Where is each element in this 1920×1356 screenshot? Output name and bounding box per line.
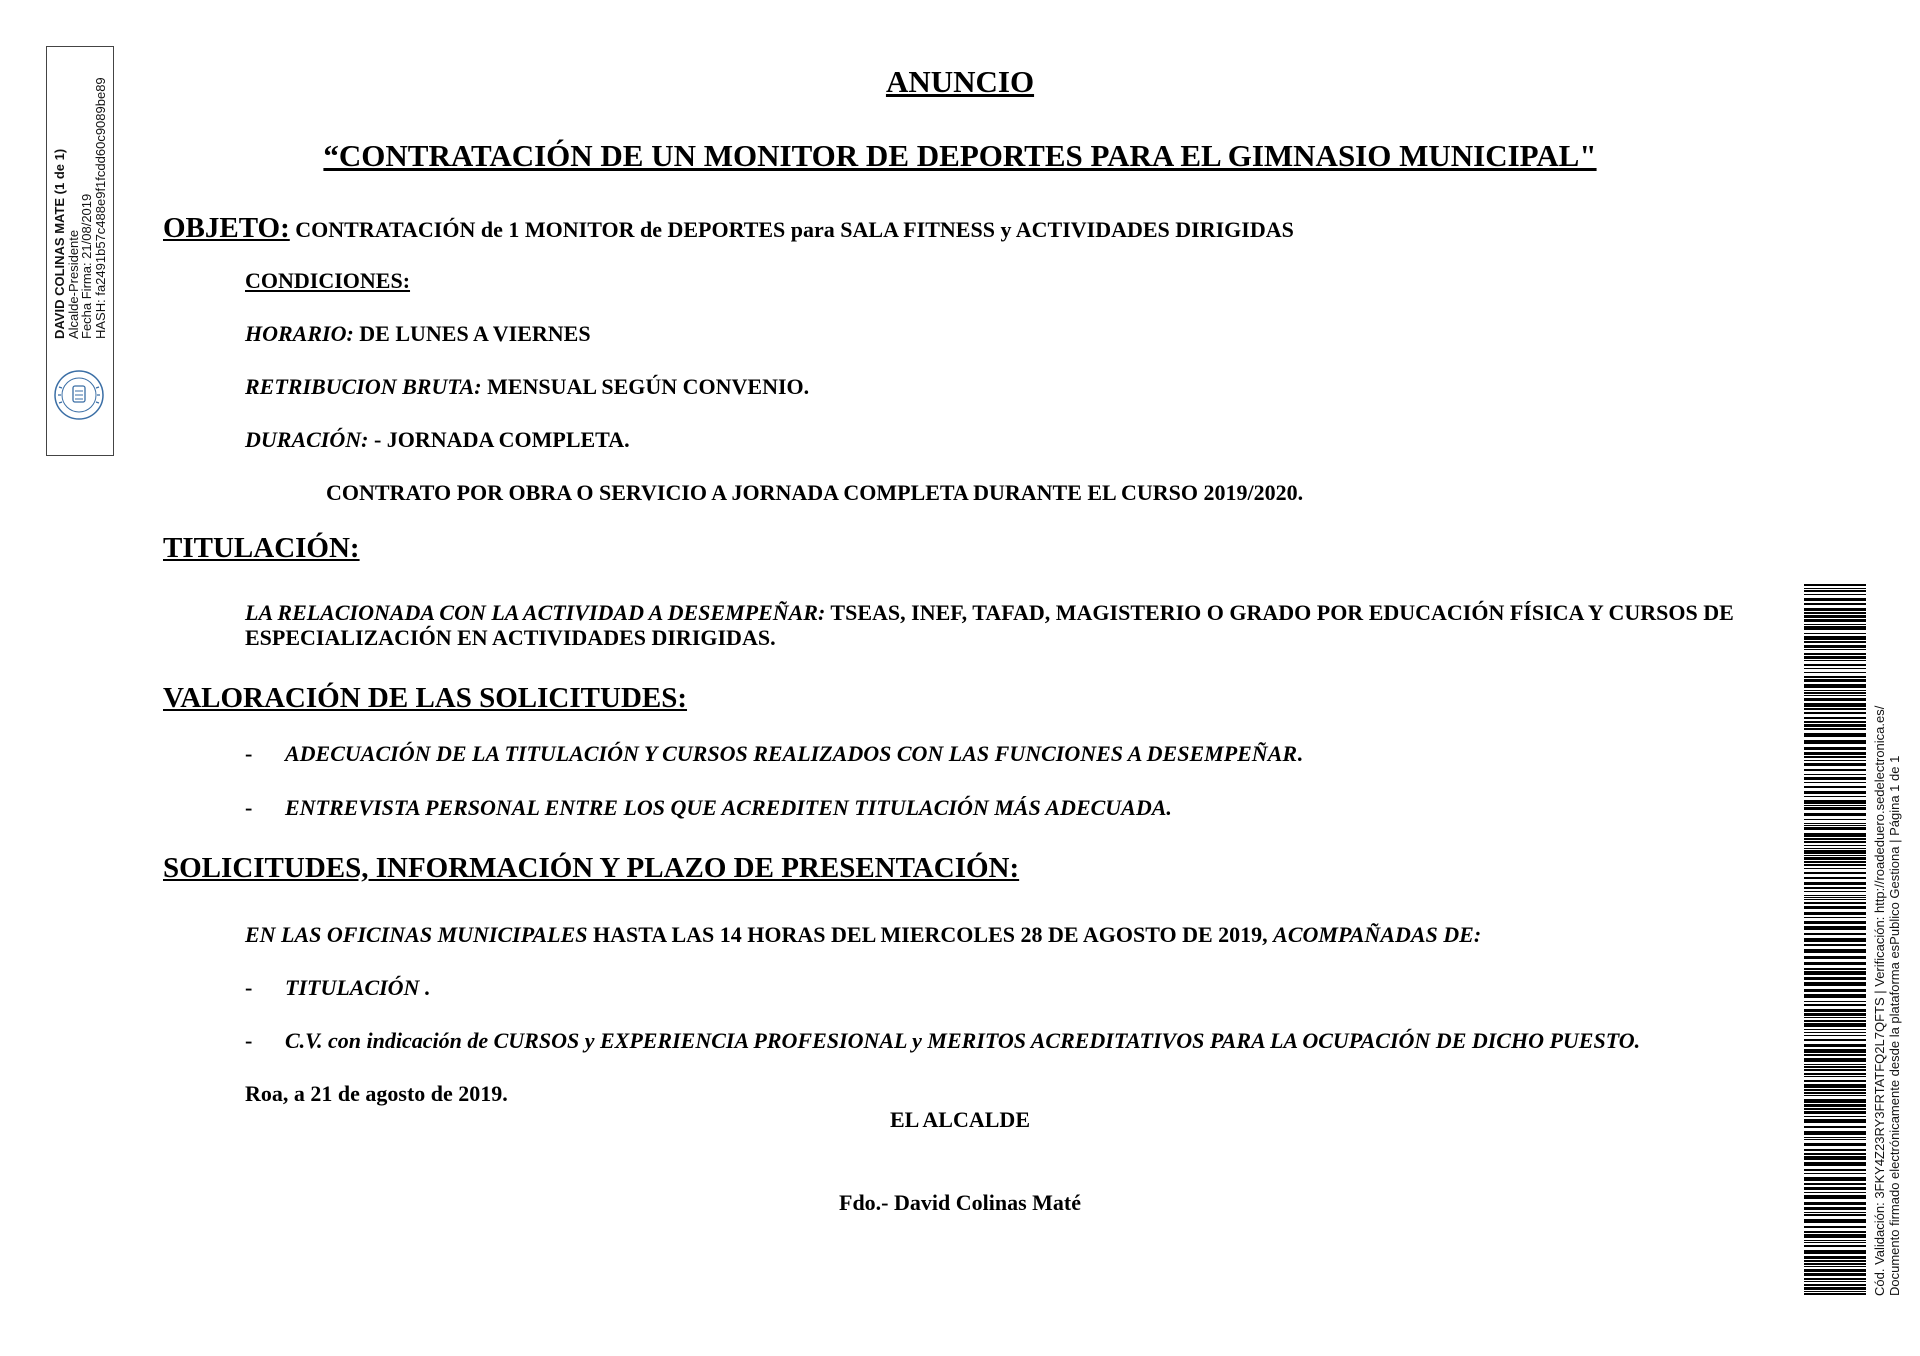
retribucion-label: RETRIBUCION BRUTA: [245, 374, 482, 399]
barcode-bar [1804, 782, 1866, 783]
bullet-dash: - [245, 795, 253, 820]
horario-line [245, 321, 591, 346]
barcode-bar [1804, 619, 1866, 622]
barcode-bar [1804, 1066, 1866, 1068]
barcode-bar [1804, 872, 1866, 874]
barcode-bar [1804, 612, 1866, 614]
barcode-bar [1804, 1009, 1866, 1012]
barcode-bar [1804, 1287, 1866, 1290]
barcode-bar [1804, 861, 1866, 863]
barcode-bar [1804, 1004, 1866, 1006]
titulacion-heading: TITULACIÓN: [163, 532, 360, 564]
barcode-bar [1804, 676, 1866, 678]
barcode-bar [1804, 1092, 1866, 1094]
barcode-bar [1804, 1169, 1866, 1171]
barcode-bar [1804, 1256, 1866, 1259]
barcode-bar [1804, 823, 1866, 824]
objeto-line [163, 212, 1294, 245]
barcode-bar [1804, 645, 1866, 648]
barcode-bar [1804, 786, 1866, 788]
barcode-bar [1804, 1095, 1866, 1096]
contrato-line: CONTRATO POR OBRA O SERVICIO A JORNADA COMPLETA DURANTE EL CURSO 2019/2020. [326, 480, 1304, 505]
duracion-line [245, 427, 630, 452]
barcode-bar [1804, 796, 1866, 797]
barcode-bar [1804, 1137, 1866, 1138]
bullet-dash: - [245, 975, 253, 1000]
barcode-bar [1804, 1073, 1866, 1075]
bullet-dash: - [245, 741, 253, 766]
barcode-bar [1804, 1044, 1866, 1047]
barcode-bar [1804, 1177, 1866, 1181]
barcode-bar [1804, 1212, 1866, 1213]
solicitudes-italic-b: ACOMPAÑADAS DE: [1273, 922, 1482, 947]
barcode-bar [1804, 1291, 1866, 1292]
solicitudes-italic-a: EN LAS OFICINAS MUNICIPALES [245, 922, 588, 947]
barcode-bar [1804, 1104, 1866, 1107]
barcode-bar [1804, 698, 1866, 701]
barcode-bar [1804, 1143, 1866, 1146]
barcode-bar [1804, 584, 1866, 586]
barcode-bar [1804, 800, 1866, 804]
barcode-bar [1804, 656, 1866, 659]
barcode-bar [1804, 1064, 1866, 1065]
barcode-bar [1804, 926, 1866, 930]
verification-line-1: Cód. Validación: 3FKY4Z23RY3FRTATFQ2L7QFTS | Verificación: http://roadeduero.sedelectronica.es/ [1872, 705, 1887, 1296]
solicitudes-item-text: C.V. con indicación de CURSOS y EXPERIENCIA PROFESIONAL y MERITOS ACREDITATIVOS PARA LA OCUPACIÓN DE DICHO PUESTO. [285, 1028, 1641, 1053]
horario-label: HORARIO: [245, 321, 354, 346]
barcode-bar [1804, 994, 1866, 998]
barcode-bar [1804, 624, 1866, 625]
barcode-bar [1804, 1242, 1866, 1243]
signature-stamp [46, 46, 114, 456]
barcode-bar [1804, 733, 1866, 737]
barcode-bar [1804, 833, 1866, 837]
barcode-bar [1804, 1162, 1866, 1166]
barcode-bar [1804, 1069, 1866, 1071]
barcode-bar [1804, 1250, 1866, 1254]
barcode-bar [1804, 912, 1866, 915]
valoracion-item-text: ENTREVISTA PERSONAL ENTRE LOS QUE ACREDITEN TITULACIÓN MÁS ADECUADA. [285, 795, 1172, 820]
barcode-bar [1804, 906, 1866, 909]
barcode-bar [1804, 902, 1866, 904]
barcode-bar [1804, 877, 1866, 879]
barcode-bar [1804, 989, 1866, 992]
objeto-text: CONTRATACIÓN de 1 MONITOR de DEPORTES para SALA FITNESS y ACTIVIDADES DIRIGIDAS [295, 217, 1294, 242]
duracion-value: - JORNADA COMPLETA. [373, 427, 630, 452]
signature-date: Fecha Firma: 21/08/2019 [79, 193, 94, 339]
barcode-bar [1804, 641, 1866, 643]
barcode-bar [1804, 598, 1866, 601]
barcode-bar [1804, 1153, 1866, 1155]
solicitudes-heading: SOLICITUDES, INFORMACIÓN Y PLAZO DE PRESENTACIÓN: [163, 852, 1020, 884]
solicitudes-item-text: TITULACIÓN . [285, 975, 431, 1000]
barcode-bar [1804, 855, 1866, 856]
barcode-bar [1804, 1202, 1866, 1205]
barcode-bar [1804, 1149, 1866, 1151]
titulacion-value: TSEAS, INEF, TAFAD, MAGISTERIO O GRADO POR EDUCACIÓN FÍSICA Y CURSOS DE ESPECIALIZACIÓN EN ACTIVIDADES DIRIGIDAS. [245, 600, 1734, 651]
barcode-bar [1804, 690, 1866, 691]
barcode-bar [1804, 1023, 1866, 1027]
barcode-bar [1804, 1156, 1866, 1160]
barcode-bar [1804, 807, 1866, 810]
place-date: Roa, a 21 de agosto de 2019. [245, 1081, 508, 1106]
barcode-bar [1804, 1035, 1866, 1036]
municipal-seal-icon [53, 369, 105, 421]
barcode-bar [1804, 1001, 1866, 1002]
barcode-bar [1804, 1020, 1866, 1022]
solicitudes-item [245, 975, 430, 1000]
barcode-bar [1804, 1192, 1866, 1193]
barcode-bar [1804, 921, 1866, 924]
valoracion-heading: VALORACIÓN DE LAS SOLICITUDES: [163, 682, 688, 714]
valoracion-item: - ADECUACIÓN DE LA TITULACIÓN Y CURSOS REALIZADOS CON LAS FUNCIONES A DESEMPEÑAR. [245, 741, 1303, 766]
barcode-bar [1804, 1278, 1866, 1280]
barcode-bar [1804, 1084, 1866, 1088]
barcode-bar [1804, 695, 1866, 696]
barcode-bar [1804, 1076, 1866, 1077]
barcode-bar [1804, 1245, 1866, 1247]
barcode-bar [1804, 721, 1866, 723]
barcode-bar [1804, 1214, 1866, 1216]
barcode-bar [1804, 1089, 1866, 1091]
barcode-bar [1804, 956, 1866, 959]
barcode-bar [1804, 1234, 1866, 1238]
barcode-bar [1804, 608, 1866, 611]
signer-name: DAVID COLINAS MATE (1 de 1) [52, 148, 67, 339]
barcode-bar [1804, 1263, 1866, 1265]
barcode-bar [1804, 1108, 1866, 1110]
barcode-bar [1804, 603, 1866, 605]
barcode-bar [1804, 1207, 1866, 1210]
barcode-bar [1804, 1116, 1866, 1117]
barcode-bar [1804, 1231, 1866, 1233]
barcode-bar [1804, 857, 1866, 860]
barcode-bar [1804, 949, 1866, 953]
document-title: “CONTRATACIÓN DE UN MONITOR DE DEPORTES PARA EL GIMNASIO MUNICIPAL" [323, 138, 1597, 173]
barcode-bar [1804, 1126, 1866, 1128]
barcode-bar [1804, 774, 1866, 775]
barcode-bar [1804, 1054, 1866, 1056]
barcode-bar [1804, 679, 1866, 682]
barcode-bar [1804, 895, 1866, 896]
barcode-bar [1804, 588, 1866, 589]
barcode-bar [1804, 1119, 1866, 1123]
barcode-bar [1804, 850, 1866, 854]
barcode-bar [1804, 752, 1866, 755]
retribucion-value: MENSUAL SEGÚN CONVENIO. [487, 374, 810, 399]
barcode-bar [1804, 1281, 1866, 1282]
titulacion-paragraph [245, 600, 1775, 651]
barcode-bar [1804, 684, 1866, 688]
barcode-bar [1804, 740, 1866, 744]
barcode-bar [1804, 813, 1866, 816]
barcode-bar [1804, 1273, 1866, 1276]
barcode-bar [1804, 590, 1866, 592]
barcode-bar [1804, 917, 1866, 918]
barcode-bar [1804, 827, 1866, 830]
barcode-bar [1804, 763, 1866, 766]
barcode-bar [1804, 594, 1866, 595]
barcode-bar [1804, 653, 1866, 655]
barcode-icon [1804, 584, 1866, 1296]
signed-by: Fdo.- David Colinas Maté [839, 1190, 1081, 1215]
barcode-bar [1804, 1266, 1866, 1267]
barcode-bar [1804, 668, 1866, 669]
barcode-bar [1804, 962, 1866, 965]
barcode-bar [1804, 819, 1866, 820]
barcode-bar [1804, 692, 1866, 694]
barcode-bar [1804, 1187, 1866, 1190]
bullet-dash: - [245, 1028, 253, 1053]
barcode-bar [1804, 1195, 1866, 1199]
barcode-bar [1804, 891, 1866, 892]
barcode-bar [1804, 1058, 1866, 1062]
barcode-bar [1804, 838, 1866, 840]
barcode-bar [1804, 626, 1866, 630]
barcode-bar [1804, 982, 1866, 986]
barcode-bar [1804, 1029, 1866, 1030]
barcode-bar [1804, 1284, 1866, 1286]
barcode-bar [1804, 756, 1866, 758]
barcode-bar [1804, 1173, 1866, 1174]
signer-role: EL ALCALDE [890, 1107, 1030, 1132]
barcode-bar [1804, 1293, 1866, 1295]
barcode-bar [1804, 977, 1866, 980]
barcode-bar [1804, 1099, 1866, 1103]
barcode-bar [1804, 664, 1866, 666]
barcode-bar [1804, 864, 1866, 866]
barcode-bar [1804, 724, 1866, 727]
barcode-bar [1804, 848, 1866, 849]
barcode-bar [1804, 728, 1866, 730]
barcode-bar [1804, 841, 1866, 843]
verification-line-2: Documento firmado electrónicamente desde la plataforma esPublico Gestiona | Página 1 de 1 [1887, 755, 1902, 1296]
barcode-bar [1804, 791, 1866, 794]
barcode-bar [1804, 1017, 1866, 1018]
barcode-bar [1804, 1260, 1866, 1262]
barcode-bar [1804, 968, 1866, 970]
barcode-bar [1804, 1039, 1866, 1041]
solicitudes-plain: HASTA LAS 14 HORAS DEL MIERCOLES 28 DE AGOSTO DE 2019, [593, 922, 1268, 947]
barcode-bar [1804, 760, 1866, 761]
barcode-bar [1804, 636, 1866, 640]
barcode-bar [1804, 649, 1866, 650]
barcode-bar [1804, 717, 1866, 719]
barcode-bar [1804, 933, 1866, 935]
barcode-bar [1804, 633, 1866, 634]
barcode-bar [1804, 672, 1866, 673]
barcode-bar [1804, 887, 1866, 889]
duracion-label: DURACIÓN: [245, 427, 369, 452]
barcode-bar [1804, 825, 1866, 826]
barcode-bar [1804, 1032, 1866, 1033]
barcode-bar [1804, 845, 1866, 846]
barcode-bar [1804, 1013, 1866, 1016]
barcode-bar [1804, 971, 1866, 975]
barcode-bar [1804, 899, 1866, 900]
announcement-heading: ANUNCIO [885, 64, 1035, 99]
valoracion-item-text: ADECUACIÓN DE LA TITULACIÓN Y CURSOS REALIZADOS CON LAS FUNCIONES A DESEMPEÑAR [285, 741, 1298, 766]
objeto-label: OBJETO: [163, 212, 290, 244]
verification-text [1872, 596, 1906, 1296]
barcode-bar [1804, 769, 1866, 771]
barcode-bar [1804, 1226, 1866, 1228]
barcode-bar [1804, 805, 1866, 806]
titulacion-label: LA RELACIONADA CON LA ACTIVIDAD A DESEMPEÑAR: [245, 600, 826, 625]
barcode-bar [1804, 944, 1866, 946]
barcode-bar [1804, 1219, 1866, 1223]
barcode-bar [1804, 1131, 1866, 1135]
barcode-bar [1804, 868, 1866, 869]
solicitudes-item [245, 1028, 1640, 1053]
barcode-bar [1804, 1139, 1866, 1140]
barcode-bar [1804, 660, 1866, 661]
valoracion-item [245, 795, 1172, 820]
barcode-bar [1804, 938, 1866, 942]
barcode-bar [1804, 615, 1866, 618]
solicitudes-line [245, 922, 1481, 947]
horario-value: DE LUNES A VIERNES [359, 321, 591, 346]
barcode-bar [1804, 1111, 1866, 1114]
barcode-bar [1804, 708, 1866, 710]
barcode-bar [1804, 777, 1866, 780]
signer-position: Alcalde-Presidente [65, 229, 81, 339]
barcode-bar [1804, 1269, 1866, 1272]
signature-hash: HASH: fa2491b57c488e9f1fcdd60c9089be89 [92, 77, 108, 339]
barcode-bar [1804, 1080, 1866, 1082]
barcode-bar [1804, 1240, 1866, 1241]
barcode-bar [1804, 703, 1866, 707]
barcode-bar [1804, 712, 1866, 714]
barcode-bar [1804, 747, 1866, 750]
barcode-bar [1804, 1049, 1866, 1053]
barcode-bar [1804, 897, 1866, 898]
retribucion-line [245, 374, 809, 399]
barcode-bar [1804, 1183, 1866, 1185]
barcode-bar [1804, 882, 1866, 885]
condiciones-heading: CONDICIONES: [245, 268, 411, 293]
